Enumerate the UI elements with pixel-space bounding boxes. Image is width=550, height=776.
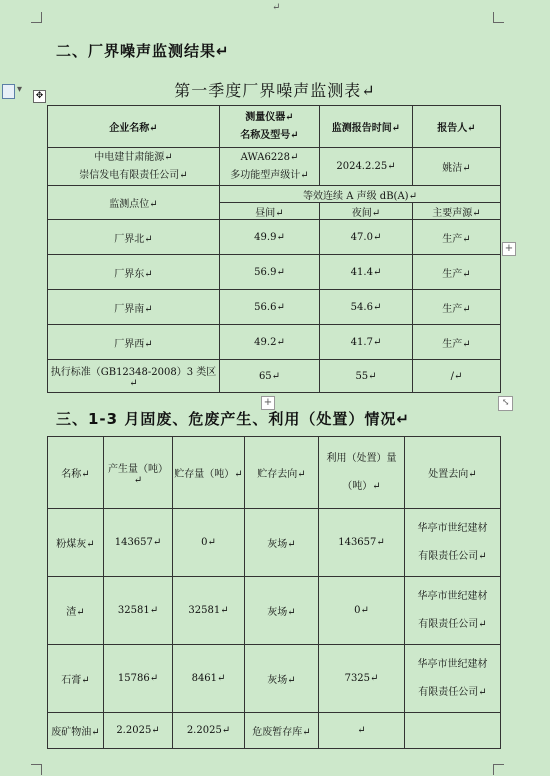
point-header: 监测点位↵ xyxy=(48,186,220,220)
produced-cell: 15786↵ xyxy=(104,645,173,713)
table-row xyxy=(48,577,501,645)
night-header: 夜间↵ xyxy=(320,203,413,220)
crop-mark-top-left xyxy=(31,12,42,23)
crop-mark-top-right xyxy=(493,12,504,23)
night-cell: 54.6↵ xyxy=(320,290,413,325)
source-cell: 生产↵ xyxy=(413,325,501,360)
utilized-header-line1: 利用（处置）量 xyxy=(326,452,397,464)
report-time-cell: 2024.2.25↵ xyxy=(320,148,413,186)
table1-title: 第一季度厂界噪声监测表↵ xyxy=(174,81,376,100)
disposal-dest-header: 处置去向↵ xyxy=(405,437,501,509)
storage-dest-cell: 灰场↵ xyxy=(245,509,319,577)
section3-heading: 三、1-3 月固废、危废产生、利用（处置）情况↵ xyxy=(56,410,410,428)
disposal-line1: 华亭市世纪建材 xyxy=(417,658,488,670)
reporter-cell: 姚洁↵ xyxy=(413,148,501,186)
disposal-dest-cell xyxy=(405,577,501,645)
table-row xyxy=(48,645,501,713)
night-cell: 41.4↵ xyxy=(320,255,413,290)
instrument-cell xyxy=(220,148,320,186)
point-cell: 厂界南↵ xyxy=(48,290,220,325)
day-cell: 49.9↵ xyxy=(220,220,320,255)
produced-header: 产生量（吨）↵ xyxy=(104,437,173,509)
instrument-header xyxy=(220,106,320,148)
stored-cell: 2.2025↵ xyxy=(173,713,245,749)
night-cell: 41.7↵ xyxy=(320,325,413,360)
company-line2: 崇信发电有限责任公司↵ xyxy=(79,169,188,181)
storage-dest-cell: 灰场↵ xyxy=(245,577,319,645)
table-row xyxy=(48,220,501,255)
source-cell: 生产↵ xyxy=(413,220,501,255)
day-cell: 49.2↵ xyxy=(220,325,320,360)
source-header: 主要声源↵ xyxy=(413,203,501,220)
point-cell: 厂界东↵ xyxy=(48,255,220,290)
produced-cell: 32581↵ xyxy=(104,577,173,645)
table-row xyxy=(48,509,501,577)
stored-cell: 32581↵ xyxy=(173,577,245,645)
company-header: 企业名称↵ xyxy=(48,106,220,148)
table-row xyxy=(48,713,501,749)
instrument-line1: AWA6228↵ xyxy=(240,151,299,163)
disposal-line1: 华亭市世纪建材 xyxy=(417,522,488,534)
standard-day-cell: 65↵ xyxy=(220,360,320,393)
move-handle-icon[interactable]: ✥ xyxy=(33,90,46,103)
utilized-cell: ↵ xyxy=(319,713,405,749)
utilized-cell: 0↵ xyxy=(319,577,405,645)
crop-mark-bottom-left xyxy=(31,764,42,775)
chevron-down-icon[interactable]: ▾ xyxy=(17,84,23,95)
standard-night-cell: 55↵ xyxy=(320,360,413,393)
source-cell: 生产↵ xyxy=(413,290,501,325)
table-row xyxy=(48,290,501,325)
storage-dest-header: 贮存去向↵ xyxy=(245,437,319,509)
name-header: 名称↵ xyxy=(48,437,104,509)
day-cell: 56.6↵ xyxy=(220,290,320,325)
source-cell: 生产↵ xyxy=(413,255,501,290)
storage-dest-cell: 灰场↵ xyxy=(245,645,319,713)
point-cell: 厂界西↵ xyxy=(48,325,220,360)
point-cell: 厂界北↵ xyxy=(48,220,220,255)
reporter-header: 报告人↵ xyxy=(413,106,501,148)
stored-cell: 0↵ xyxy=(173,509,245,577)
company-line1: 中电建甘肃能源↵ xyxy=(94,151,173,163)
level-header: 等效连续 A 声级 dB(A)↵ xyxy=(220,186,501,203)
stored-header: 贮存量（吨）↵ xyxy=(173,437,245,509)
crop-mark-bottom-right xyxy=(493,764,504,775)
name-cell: 废矿物油↵ xyxy=(48,713,104,749)
disposal-line1: 华亭市世纪建材 xyxy=(417,590,488,602)
resize-icon[interactable]: ⤡ xyxy=(498,396,513,411)
day-cell: 56.9↵ xyxy=(220,255,320,290)
produced-cell: 2.2025↵ xyxy=(104,713,173,749)
noise-table xyxy=(47,105,501,393)
table-row xyxy=(48,360,501,393)
disposal-dest-cell xyxy=(405,713,501,749)
standard-source-cell: /↵ xyxy=(413,360,501,393)
utilized-cell: 143657↵ xyxy=(319,509,405,577)
add-column-plus-icon[interactable]: + xyxy=(502,242,516,256)
standard-label-cell: 执行标准（GB12348-2008）3 类区↵ xyxy=(48,360,220,393)
instrument-header-line2: 名称及型号↵ xyxy=(240,129,299,141)
utilized-cell: 7325↵ xyxy=(319,645,405,713)
produced-cell: 143657↵ xyxy=(104,509,173,577)
solid-waste-table xyxy=(47,436,501,749)
storage-dest-cell: 危废暂存库↵ xyxy=(245,713,319,749)
section2-heading: 二、厂界噪声监测结果↵ xyxy=(56,42,230,60)
utilized-header xyxy=(319,437,405,509)
table-row xyxy=(48,255,501,290)
night-cell: 47.0↵ xyxy=(320,220,413,255)
name-cell: 石膏↵ xyxy=(48,645,104,713)
instrument-line2: 多功能型声级计↵ xyxy=(230,169,309,181)
add-row-plus-icon[interactable]: + xyxy=(261,396,275,410)
paragraph-mark: ↵ xyxy=(272,2,281,13)
disposal-dest-cell xyxy=(405,645,501,713)
disposal-line2: 有限责任公司↵ xyxy=(418,686,487,698)
disposal-line2: 有限责任公司↵ xyxy=(418,618,487,630)
name-cell: 粉煤灰↵ xyxy=(48,509,104,577)
table-row xyxy=(48,325,501,360)
company-cell xyxy=(48,148,220,186)
disposal-line2: 有限责任公司↵ xyxy=(418,550,487,562)
day-header: 昼间↵ xyxy=(220,203,320,220)
stored-cell: 8461↵ xyxy=(173,645,245,713)
report-time-header: 监测报告时间↵ xyxy=(320,106,413,148)
utilized-header-line2: （吨）↵ xyxy=(342,480,381,492)
disposal-dest-cell xyxy=(405,509,501,577)
instrument-header-line1: 测量仪器↵ xyxy=(245,111,294,123)
name-cell: 渣↵ xyxy=(48,577,104,645)
